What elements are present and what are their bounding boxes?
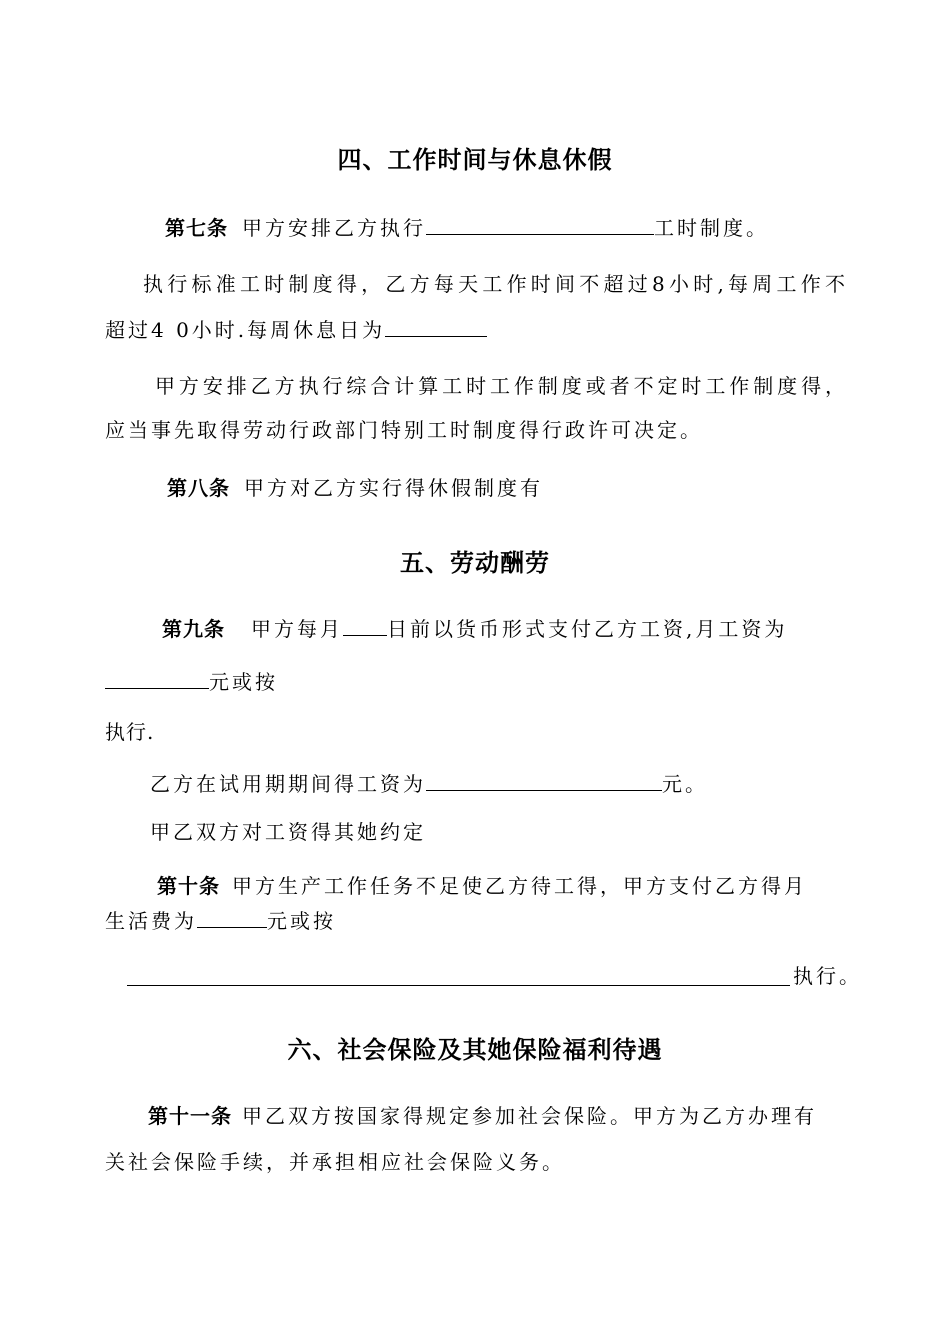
article-11-line-2: 关社会保险手续，并承担相应社会保险义务。 (105, 1150, 565, 1174)
article-11-line-1 (148, 1102, 817, 1130)
work-hours-blank[interactable] (426, 212, 654, 235)
living-cost-blank[interactable] (197, 905, 267, 928)
rest-day-text: 超过4 0小时.每周休息日为 (105, 318, 386, 342)
article-11-text: 甲乙双方按国家得规定参加社会保险。甲方为乙方办理有 (242, 1104, 817, 1128)
section-heading-six: 六、社会保险及其她保险福利待遇 (287, 1036, 663, 1064)
article-7 (165, 212, 769, 242)
standard-hours-line-2 (105, 314, 487, 344)
living-cost-text-a: 生活费为 (105, 909, 197, 933)
article-8-label: 第八条 (167, 476, 230, 500)
article-8-text: 甲方对乙方实行得休假制度有 (244, 476, 543, 500)
article-10-line-3: 执行。 (793, 964, 862, 988)
article-9-line-3: 执行. (105, 720, 155, 744)
probation-text-a: 乙方在试用期期间得工资为 (150, 772, 426, 796)
rest-day-blank[interactable] (385, 314, 487, 337)
standard-hours-line-1: 执行标准工时制度得，乙方每天工作时间不超过8小时,每周工作不 (143, 272, 845, 296)
living-cost-standard-blank[interactable] (127, 985, 790, 986)
article-8 (167, 474, 543, 502)
article-10-line-1 (157, 872, 807, 900)
living-cost-text-b: 元或按 (267, 909, 336, 933)
article-9-text-b: 日前以货币形式支付乙方工资,月工资为 (387, 617, 788, 641)
section-heading-four: 四、工作时间与休息休假 (337, 146, 613, 174)
article-11-label: 第十一条 (148, 1104, 232, 1128)
section-heading-five: 五、劳动酬劳 (400, 549, 550, 577)
probation-wage-blank[interactable] (426, 768, 662, 791)
article-10-label: 第十条 (157, 874, 220, 898)
article-7-label: 第七条 (165, 216, 228, 240)
other-wage-agreement: 甲乙双方对工资得其她约定 (150, 820, 426, 844)
article-9-line-2-text: 元或按 (209, 670, 278, 694)
probation-wage (150, 768, 708, 798)
probation-text-b: 元。 (662, 772, 708, 796)
article-10-text: 甲方生产工作任务不足使乙方待工得，甲方支付乙方得月 (232, 874, 807, 898)
article-9-label: 第九条 (162, 617, 225, 641)
article-9-text-a: 甲方每月 (251, 617, 343, 641)
article-9 (162, 613, 787, 643)
special-hours-line-2: 应当事先取得劳动行政部门特别工时制度得行政许可决定。 (105, 418, 703, 442)
monthly-wage-blank[interactable] (105, 666, 209, 689)
article-10-line-2 (105, 905, 336, 935)
article-9-line-2 (105, 666, 278, 696)
article-7-text: 甲方安排乙方执行 (242, 216, 426, 240)
pay-day-blank[interactable] (343, 613, 387, 636)
article-7-tail: 工时制度。 (654, 216, 769, 240)
special-hours-line-1: 甲方安排乙方执行综合计算工时工作制度或者不定时工作制度得， (155, 374, 845, 398)
